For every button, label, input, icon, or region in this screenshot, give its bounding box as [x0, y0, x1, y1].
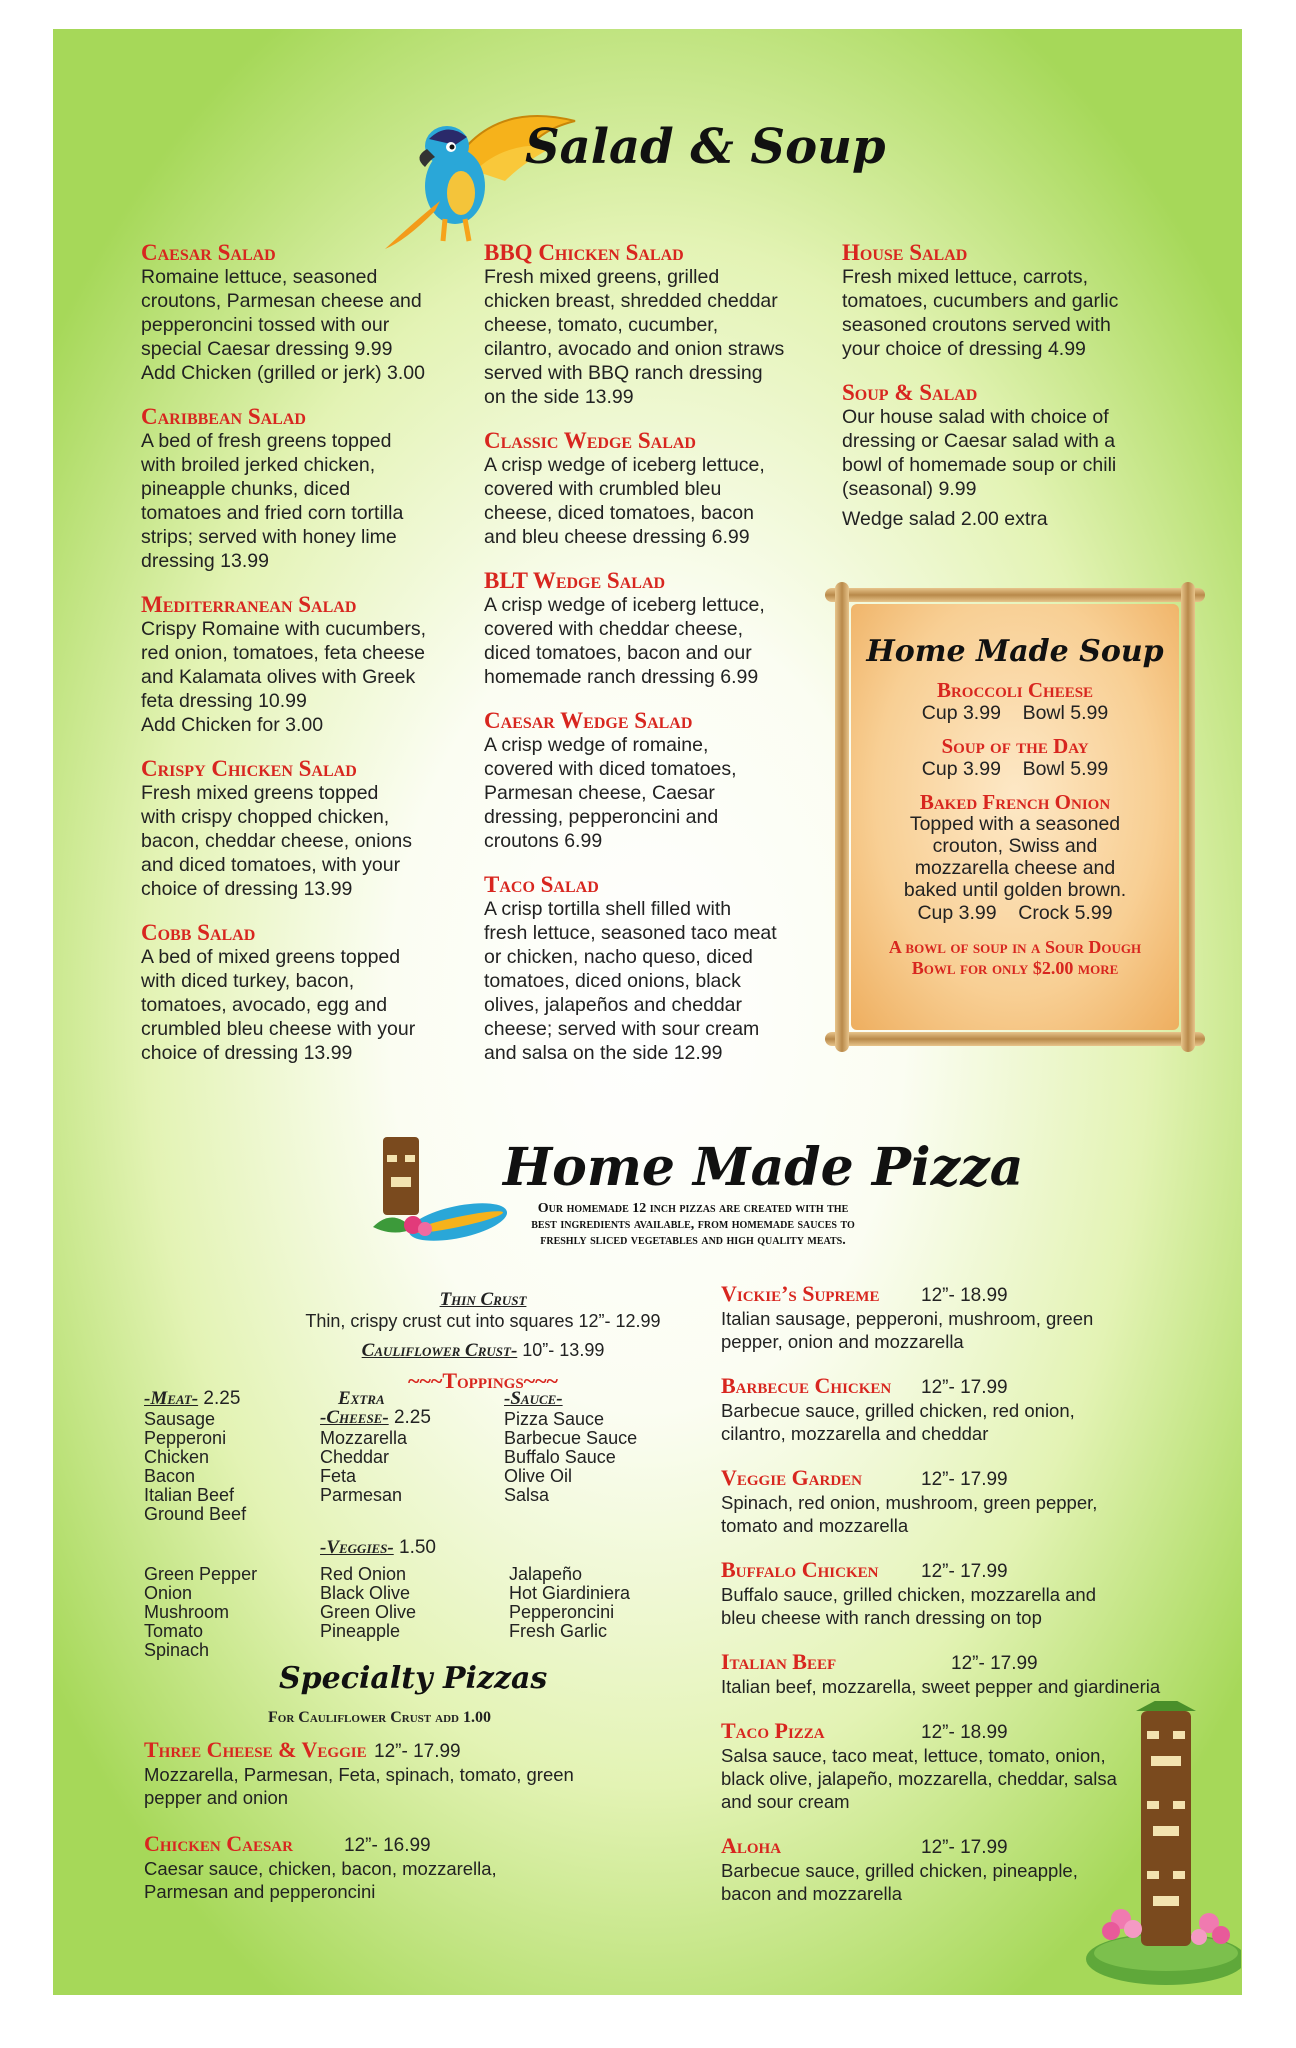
wedge-extra-note: Wedge salad 2.00 extra [842, 508, 1048, 530]
bamboo-frame-left [835, 582, 849, 1052]
desc-line: pepper, onion and mozzarella [721, 1331, 964, 1352]
salad-column-2 [484, 241, 824, 1065]
item-name: Caesar Salad [141, 240, 276, 265]
desc-line: Fresh mixed greens, grilled [484, 266, 720, 288]
salad-column-3 [842, 241, 1172, 531]
desc-line: (seasonal) 9.99 [842, 478, 977, 500]
pizza-desc [721, 1399, 1211, 1445]
crust-section [173, 1289, 793, 1394]
intro-line: Our homemade 12 inch pizzas are created with the [537, 1201, 849, 1216]
desc-line: bacon, cheddar cheese, onions [141, 830, 413, 852]
pizza-item [721, 1281, 1211, 1353]
desc-line: Italian sausage, pepperoni, mushroom, green [721, 1308, 1094, 1329]
pizza-desc [721, 1675, 1211, 1698]
topping-item: Mozzarella [320, 1428, 408, 1448]
veggies-price: 1.50 [393, 1537, 436, 1558]
topping-item: Onion [144, 1583, 193, 1603]
pizza-price: 12”- 17.99 [921, 1377, 1008, 1398]
topping-item: Barbecue Sauce [504, 1428, 638, 1448]
soup-desc [855, 813, 1175, 901]
soup-name: Soup of the Day [941, 734, 1089, 758]
item-desc [141, 265, 461, 385]
item-desc [484, 453, 824, 549]
bamboo-frame-right [1181, 582, 1195, 1052]
desc-line: your choice of dressing 4.99 [842, 338, 1086, 360]
item-desc [141, 781, 461, 901]
menu-item [141, 593, 461, 737]
desc-line: Italian beef, mozzarella, sweet pepper and giardineria [721, 1676, 1161, 1697]
thin-crust-label: Thin Crust [439, 1289, 527, 1310]
item-desc [484, 593, 824, 689]
soup-prices: Cup 3.99 Bowl 5.99 [921, 702, 1109, 724]
toppings-label: ~~~Toppings~~~ [408, 1368, 558, 1393]
soup-box [825, 582, 1205, 1052]
menu-item [141, 241, 461, 385]
topping-item: Pineapple [320, 1621, 401, 1641]
desc-line: A crisp tortilla shell filled with [484, 898, 732, 920]
topping-item: Pizza Sauce [504, 1409, 605, 1429]
desc-line: cheese, diced tomatoes, bacon [484, 502, 754, 524]
pizza-item [144, 1737, 664, 1809]
pizza-name: Italian Beef [721, 1649, 837, 1674]
item-name: Soup & Salad [842, 380, 978, 405]
desc-line: bacon and mozzarella [721, 1883, 902, 1904]
topping-item: Tomato [144, 1621, 204, 1641]
desc-line: and sour cream [721, 1791, 850, 1812]
meat-toppings [144, 1389, 294, 1524]
desc-line: with broiled jerked chicken, [141, 454, 376, 476]
desc-line: with diced turkey, bacon, [141, 970, 355, 992]
desc-line: crouton, Swiss and [932, 835, 1098, 857]
pizza-price: 12”- 16.99 [344, 1835, 431, 1856]
desc-line: Add Chicken (grilled or jerk) 3.00 [141, 362, 425, 384]
pizza-item [144, 1831, 664, 1903]
item-desc [141, 945, 461, 1065]
desc-line: choice of dressing 13.99 [141, 1042, 353, 1064]
bamboo-frame-top [825, 588, 1205, 602]
topping-item: Italian Beef [144, 1485, 235, 1505]
desc-line: homemade ranch dressing 6.99 [484, 666, 759, 688]
desc-line: pepper and onion [144, 1787, 289, 1808]
pizza-item [721, 1465, 1211, 1537]
item-name: Caribbean Salad [141, 404, 306, 429]
desc-line: covered with crumbled bleu [484, 478, 722, 500]
topping-item: Olive Oil [504, 1466, 573, 1486]
pizza-desc [721, 1307, 1211, 1353]
menu-item [141, 757, 461, 901]
item-desc [484, 265, 824, 409]
item-name: Crispy Chicken Salad [141, 756, 357, 781]
desc-line: dressing, pepperoncini and [484, 806, 719, 828]
pizza-desc [144, 1857, 664, 1903]
topping-item: Fresh Garlic [509, 1621, 608, 1641]
desc-line: seasoned croutons served with [842, 314, 1111, 336]
topping-item: Chicken [144, 1447, 210, 1467]
salad-column-1 [141, 241, 461, 1065]
desc-line: pepperoncini tossed with our [141, 314, 390, 336]
item-desc [842, 405, 1172, 501]
pizza-name: Chicken Caesar [144, 1831, 293, 1856]
soup-prices: Cup 3.99 Crock 5.99 [917, 902, 1113, 924]
topping-item: Feta [320, 1466, 357, 1486]
desc-line: Parmesan and pepperoncini [144, 1881, 376, 1902]
pizza-title: Home Made Pizza [503, 1137, 1024, 1198]
pizza-name: Vickie’s Supreme [721, 1281, 880, 1306]
item-desc [842, 265, 1172, 361]
soup-name: Broccoli Cheese [936, 678, 1094, 702]
intro-line: freshly sliced vegetables and high quality meats. [540, 1233, 846, 1248]
pizza-price: 12”- 17.99 [921, 1561, 1008, 1582]
sauce-toppings [504, 1389, 684, 1505]
topping-item: Pepperoni [144, 1428, 227, 1448]
pizza-desc [721, 1583, 1211, 1629]
pizza-name: Aloha [721, 1833, 782, 1858]
tiki-totem-icon [1081, 1701, 1241, 1987]
desc-line: bleu cheese with ranch dressing on top [721, 1607, 1042, 1628]
desc-line: strips; served with honey lime [141, 526, 397, 548]
sauce-label: -Sauce- [504, 1388, 563, 1409]
item-desc [141, 617, 461, 737]
desc-line: Barbecue sauce, grilled chicken, red onion, [721, 1400, 1075, 1421]
desc-line: fresh lettuce, seasoned taco meat [484, 922, 777, 944]
desc-line: special Caesar dressing 9.99 [141, 338, 393, 360]
topping-item: Hot Giardiniera [509, 1583, 631, 1603]
desc-line: pineapple chunks, diced [141, 478, 351, 500]
desc-line: served with BBQ ranch dressing [484, 362, 763, 384]
menu-item [842, 241, 1172, 361]
desc-line: croutons 6.99 [484, 830, 603, 852]
extra-label: Extra [338, 1388, 385, 1409]
note-line: A bowl of soup in a Sour Dough [888, 937, 1142, 957]
desc-line: or chicken, nacho queso, diced [484, 946, 753, 968]
desc-line: dressing 13.99 [141, 550, 269, 572]
item-desc [484, 733, 824, 853]
menu-item [842, 381, 1172, 531]
desc-line: A crisp wedge of romaine, [484, 734, 709, 756]
menu-item [484, 241, 824, 409]
desc-line: Caesar sauce, chicken, bacon, mozzarella, [144, 1858, 497, 1879]
desc-line: covered with cheddar cheese, [484, 618, 744, 640]
desc-line: baked until golden brown. [903, 879, 1127, 901]
desc-line: bowl of homemade soup or chili [842, 454, 1117, 476]
specialty-title: Specialty Pizzas [279, 1661, 548, 1696]
meat-label: -Meat- [144, 1388, 199, 1409]
veggie-list-1 [144, 1565, 294, 1660]
soup-content [855, 634, 1175, 979]
pizza-item [721, 1649, 1211, 1698]
desc-line: A bed of mixed greens topped [141, 946, 401, 968]
cauliflower-price: 10”- 13.99 [517, 1340, 605, 1360]
desc-line: Mozzarella, Parmesan, Feta, spinach, tomato, green [144, 1764, 574, 1785]
desc-line: olives, jalapeños and cheddar [484, 994, 743, 1016]
item-name: Caesar Wedge Salad [484, 708, 693, 733]
desc-line: feta dressing 10.99 [141, 690, 307, 712]
desc-line: on the side 13.99 [484, 386, 634, 408]
item-name: Mediterranean Salad [141, 592, 357, 617]
desc-line: cheese; served with sour cream [484, 1018, 760, 1040]
soup-prices: Cup 3.99 Bowl 5.99 [921, 758, 1109, 780]
topping-item: Parmesan [320, 1485, 403, 1505]
veggies-heading [320, 1537, 436, 1559]
desc-line: tomatoes and fried corn tortilla [141, 502, 404, 524]
desc-line: Romaine lettuce, seasoned [141, 266, 378, 288]
specialty-note: For Cauliflower Crust add 1.00 [268, 1709, 491, 1726]
veggie-list-3 [509, 1565, 689, 1641]
topping-item: Spinach [144, 1640, 210, 1660]
veggies-label: -Veggies- [320, 1537, 394, 1558]
topping-item: Ground Beef [144, 1504, 247, 1524]
topping-item: Pepperoncini [509, 1602, 615, 1622]
pizza-desc [144, 1763, 664, 1809]
menu-page [53, 29, 1242, 1995]
desc-line: with crispy chopped chicken, [141, 806, 390, 828]
pizza-name: Barbecue Chicken [721, 1373, 892, 1398]
desc-line: mozzarella cheese and [914, 857, 1116, 879]
item-desc [141, 429, 461, 573]
pizza-item [721, 1373, 1211, 1445]
pizza-item [721, 1557, 1211, 1629]
desc-line: Our house salad with choice of [842, 406, 1109, 428]
cheese-toppings [320, 1389, 490, 1505]
meat-price: 2.25 [198, 1388, 241, 1409]
soup-name: Baked French Onion [919, 790, 1111, 814]
topping-item: Sausage [144, 1409, 216, 1429]
cauliflower-label: Cauliflower Crust- [361, 1340, 518, 1361]
topping-item: Salsa [504, 1485, 550, 1505]
desc-line: and salsa on the side 12.99 [484, 1042, 723, 1064]
pizza-price: 12”- 17.99 [921, 1469, 1008, 1490]
desc-line: and diced tomatoes, with your [141, 854, 401, 876]
cheese-label: -Cheese- [320, 1407, 389, 1428]
item-name: BLT Wedge Salad [484, 568, 666, 593]
pizza-price: 12”- 18.99 [921, 1285, 1008, 1306]
desc-line: A crisp wedge of iceberg lettuce, [484, 594, 765, 616]
menu-item [484, 429, 824, 549]
topping-item: Cheddar [320, 1447, 390, 1467]
desc-line: croutons, Parmesan cheese and [141, 290, 422, 312]
desc-line: chicken breast, shredded cheddar [484, 290, 778, 312]
soup-title: Home Made Soup [866, 634, 1164, 669]
item-name: Classic Wedge Salad [484, 428, 696, 453]
desc-line: Crispy Romaine with cucumbers, [141, 618, 427, 640]
desc-line: tomatoes, cucumbers and garlic [842, 290, 1119, 312]
pizza-price: 12”- 17.99 [921, 1837, 1008, 1858]
topping-item: Green Pepper [144, 1564, 258, 1584]
pizza-price: 12”- 17.99 [374, 1741, 461, 1762]
desc-line: A crisp wedge of iceberg lettuce, [484, 454, 765, 476]
desc-line: Add Chicken for 3.00 [141, 714, 324, 736]
item-name: House Salad [842, 240, 968, 265]
menu-item [484, 709, 824, 853]
tiki-surfboard-icon [373, 1137, 513, 1247]
desc-line: Parmesan cheese, Caesar [484, 782, 715, 804]
bread-bowl-note [855, 937, 1175, 979]
topping-item: Black Olive [320, 1583, 411, 1603]
pizza-name: Veggie Garden [721, 1465, 863, 1490]
topping-item: Mushroom [144, 1602, 230, 1622]
desc-line: cilantro, avocado and onion straws [484, 338, 785, 360]
desc-line: Spinach, red onion, mushroom, green pepper, [721, 1492, 1098, 1513]
menu-item [141, 921, 461, 1065]
desc-line: Barbecue sauce, grilled chicken, pineapple, [721, 1860, 1078, 1881]
topping-item: Jalapeño [509, 1564, 583, 1584]
bamboo-frame-bottom [825, 1032, 1205, 1046]
salad-soup-title: Salad & Soup [525, 119, 886, 175]
desc-line: Buffalo sauce, grilled chicken, mozzarella and [721, 1584, 1097, 1605]
pizza-intro [493, 1201, 893, 1249]
pizza-name: Three Cheese & Veggie [144, 1737, 367, 1762]
desc-line: cheese, tomato, cucumber, [484, 314, 719, 336]
cheese-price: 2.25 [388, 1407, 431, 1428]
pizza-name: Taco Pizza [721, 1718, 825, 1743]
desc-line: Topped with a seasoned [909, 813, 1121, 835]
desc-line: choice of dressing 13.99 [141, 878, 353, 900]
topping-item: Buffalo Sauce [504, 1447, 616, 1467]
note-line: Bowl for only $2.00 more [911, 958, 1119, 978]
menu-item [484, 569, 824, 689]
menu-item [484, 873, 824, 1065]
desc-line: crumbled bleu cheese with your [141, 1018, 416, 1040]
item-name: Taco Salad [484, 872, 599, 897]
pizza-desc [721, 1491, 1211, 1537]
menu-item [141, 405, 461, 573]
desc-line: tomatoes, diced onions, black [484, 970, 741, 992]
item-desc [484, 897, 824, 1065]
desc-line: Fresh mixed lettuce, carrots, [842, 266, 1088, 288]
desc-line: Salsa sauce, taco meat, lettuce, tomato, onion, [721, 1745, 1106, 1766]
desc-line: A bed of fresh greens topped [141, 430, 392, 452]
topping-item: Bacon [144, 1466, 196, 1486]
topping-item: Red Onion [320, 1564, 407, 1584]
thin-crust-desc: Thin, crispy crust cut into squares 12”- 12.99 [305, 1311, 661, 1331]
pizza-price: 12”- 17.99 [951, 1653, 1038, 1674]
topping-item: Green Olive [320, 1602, 417, 1622]
item-name: Cobb Salad [141, 920, 256, 945]
desc-line: dressing or Caesar salad with a [842, 430, 1116, 452]
intro-line: best ingredients available, from homemade sauces to [531, 1217, 855, 1232]
desc-line: tomatoes, avocado, egg and [141, 994, 388, 1016]
veggie-list-2 [320, 1565, 490, 1641]
cauliflower-crust [173, 1340, 793, 1362]
desc-line: tomato and mozzarella [721, 1515, 909, 1536]
desc-line: and Kalamata olives with Greek [141, 666, 416, 688]
desc-line: diced tomatoes, bacon and our [484, 642, 752, 664]
desc-line: Fresh mixed greens topped [141, 782, 379, 804]
left-specials [144, 1737, 664, 1903]
desc-line: and bleu cheese dressing 6.99 [484, 526, 750, 548]
pizza-price: 12”- 18.99 [921, 1722, 1008, 1743]
pizza-name: Buffalo Chicken [721, 1557, 879, 1582]
desc-line: black olive, jalapeño, mozzarella, cheddar, salsa [721, 1768, 1117, 1789]
desc-line: covered with diced tomatoes, [484, 758, 737, 780]
desc-line: red onion, tomatoes, feta cheese [141, 642, 426, 664]
desc-line: cilantro, mozzarella and cheddar [721, 1423, 989, 1444]
item-name: BBQ Chicken Salad [484, 240, 684, 265]
